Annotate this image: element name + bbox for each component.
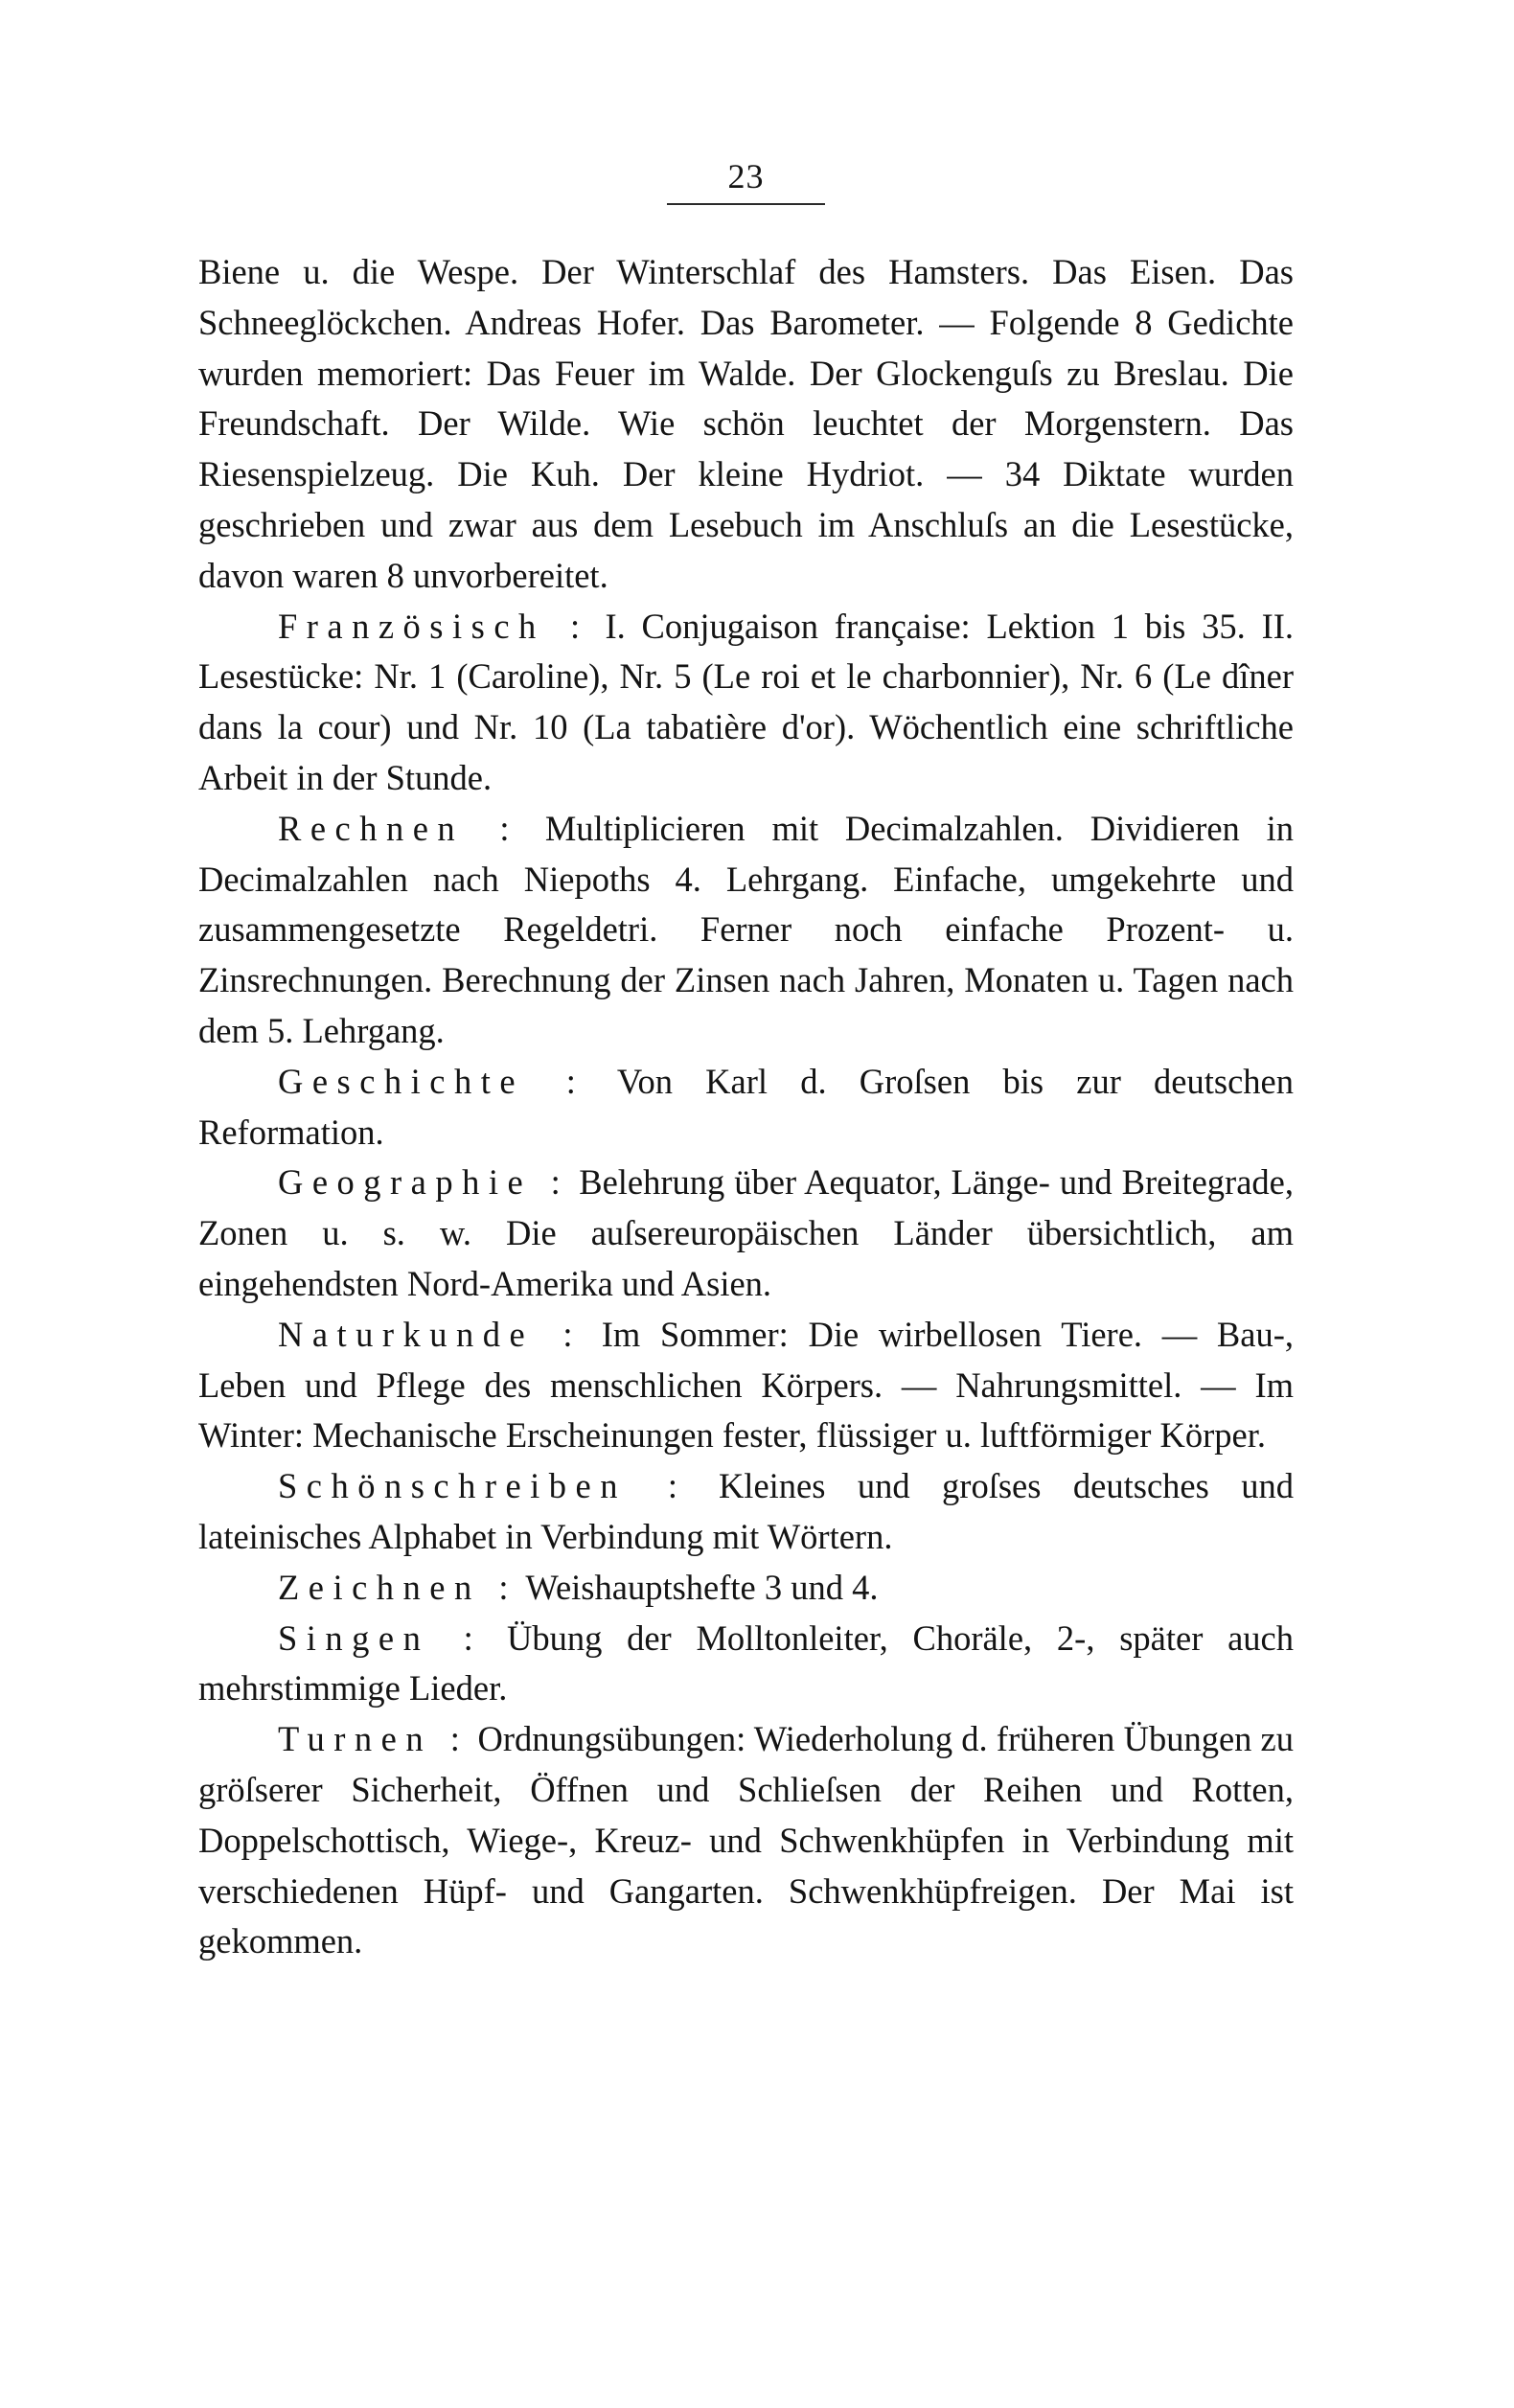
- paragraph-text: Multiplicieren mit Decimalzahlen. Dividieren in Decimalzahlen nach Niepoths 4. Lehrgang. Einfache, umgekehrte und zusammengesetzte Regeldetri. Ferner noch einfache Prozent- u. Zinsrechnungen. Berechnung der Zinsen nach Jahren, Monaten u. Tagen nach dem 5. Lehrgang.: [198, 808, 1294, 1050]
- document-page: [198, 153, 1294, 1967]
- paragraph-text: Belehrung über Aequator, Länge- und Breitegrade, Zonen u. s. w. Die auſsereuropäischen Länder übersichtlich, am eingehendsten Nord-Amerika und Asien.: [198, 1162, 1294, 1303]
- paragraph-text: Weishauptshefte 3 und 4.: [516, 1567, 879, 1607]
- paragraph-text: Kleines und groſses deutsches und lateinisches Alphabet in Verbindung mit Wörtern.: [198, 1466, 1294, 1556]
- subject-heading-singen: Singen :: [278, 1617, 483, 1658]
- paragraph-text: Im Sommer: Die wirbellosen Tiere. — Bau-, Leben und Pflege des menschlichen Körpers. — Nahrungsmittel. — Im Winter: Mechanische Erscheinungen fester, flüssiger u. luftförmiger Körper.: [198, 1314, 1294, 1456]
- paragraph-geographie: [198, 1158, 1294, 1309]
- paragraph-naturkunde: [198, 1310, 1294, 1461]
- subject-heading-schoenschreiben: Schönschreiben :: [278, 1466, 687, 1506]
- paragraph-deutsch-continued: [198, 247, 1294, 602]
- subject-heading-geographie: Geographie :: [278, 1162, 570, 1203]
- subject-heading-turnen: Turnen :: [278, 1719, 470, 1759]
- paragraph-franzoesisch: [198, 602, 1294, 804]
- subject-heading-zeichnen: Zeichnen :: [278, 1567, 517, 1607]
- paragraph-zeichnen: [198, 1563, 1294, 1614]
- page-number-rule: [667, 203, 825, 205]
- paragraph-rechnen: [198, 804, 1294, 1057]
- paragraph-singen: [198, 1614, 1294, 1715]
- paragraph-geschichte: [198, 1057, 1294, 1158]
- paragraph-text: I. Conjugaison française: Lektion 1 bis 35. II. Lesestücke: Nr. 1 (Caroline), Nr. 5 (Le roi et le charbonnier), Nr. 6 (Le dîner dans la cour) und Nr. 10 (La tabatière d'or). Wöchentlich eine schriftliche Arbeit in der Stunde.: [198, 606, 1294, 797]
- paragraph-schoenschreiben: [198, 1461, 1294, 1563]
- paragraph-text: Übung der Molltonleiter, Choräle, 2-, später auch mehrstimmige Lieder.: [198, 1617, 1295, 1709]
- subject-heading-geschichte: Geschichte :: [278, 1061, 585, 1101]
- subject-heading-franzoesisch: Französisch :: [278, 606, 589, 646]
- body-text: [198, 247, 1294, 1967]
- subject-heading-naturkunde: Naturkunde :: [278, 1314, 583, 1354]
- subject-heading-rechnen: Rechnen :: [278, 808, 519, 848]
- page-number: 23: [727, 157, 765, 195]
- paragraph-text: Biene u. die Wespe. Der Winterschlaf des Hamsters. Das Eisen. Das Schneeglöckchen. Andreas Hofer. Das Barometer. — Folgende 8 Gedichte wurden memoriert: Das Feuer im Walde. Der Glockenguſs zu Breslau. Die Freundschaft. Der Wilde. Wie schön leuchtet der Morgenstern. Das Riesenspielzeug. Die Kuh. Der kleine Hydriot. — 34 Diktate wurden geschrieben und zwar aus dem Lesebuch im Anschluſs an die Lesestücke, davon waren 8 unvorbereitet.: [198, 252, 1294, 595]
- paragraph-turnen: [198, 1714, 1294, 1967]
- paragraph-text: Ordnungsübungen: Wiederholung d. früheren Übungen zu gröſserer Sicherheit, Öffnen und Schlieſsen der Reihen und Rotten, Doppelschottisch, Wiege-, Kreuz- und Schwenkhüpfen in Verbindung mit verschiedenen Hüpf- und Gangarten. Schwenkhüpfreigen. Der Mai ist gekommen.: [198, 1719, 1294, 1961]
- paragraph-text: Von Karl d. Groſsen bis zur deutschen Reformation.: [198, 1061, 1294, 1152]
